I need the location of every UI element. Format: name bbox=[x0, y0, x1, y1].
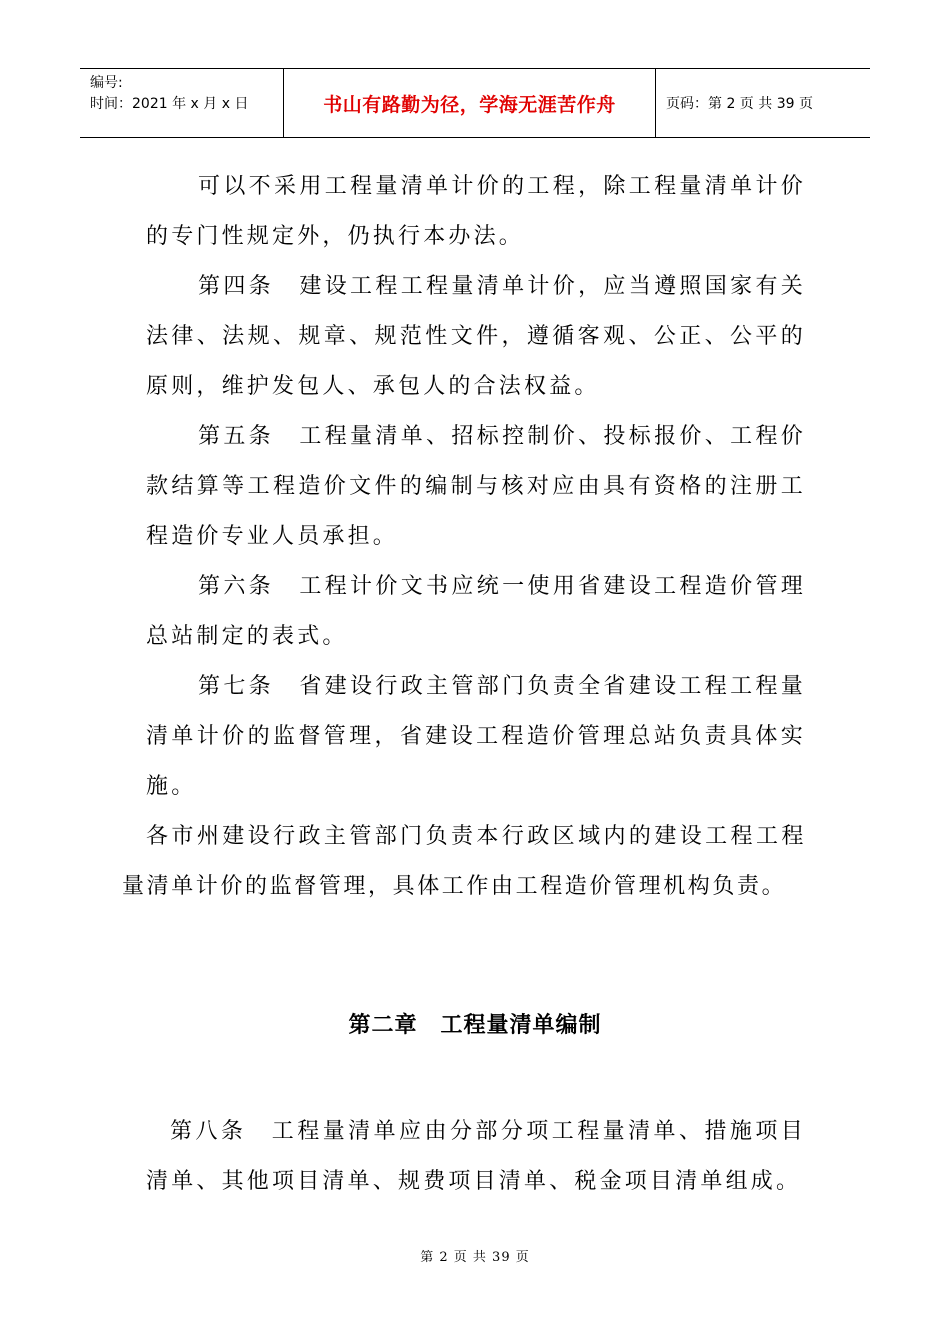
body-text bbox=[122, 162, 806, 912]
paragraph-article-5: 第五条 工程量清单、招标控制价、投标报价、工程价款结算等工程造价文件的编制与核对应由具有资格的注册工程造价专业人员承担。 bbox=[146, 424, 806, 549]
header-meta bbox=[80, 69, 283, 137]
paragraph-article-8: 第八条 工程量清单应由分部分项工程量清单、措施项目清单、其他项目清单、规费项目清单、税金项目清单组成。 bbox=[146, 1119, 806, 1194]
paragraph-article-4: 第四条 建设工程工程量清单计价，应当遵照国家有关法律、法规、规章、规范性文件，遵循客观、公正、公平的原则，维护发包人、承包人的合法权益。 bbox=[146, 274, 806, 399]
document-number-label: 编号: bbox=[90, 75, 123, 91]
page-header bbox=[80, 68, 870, 138]
paragraph-article-6: 第六条 工程计价文书应统一使用省建设工程造价管理总站制定的表式。 bbox=[146, 574, 806, 649]
paragraph-article-7-cont: 各市州建设行政主管部门负责本行政区域内的建设工程工程量清单计价的监督管理，具体工作由工程造价管理机构负责。 bbox=[122, 824, 806, 899]
body-text-2 bbox=[146, 1107, 806, 1207]
header-motto: 书山有路勤为径，学海无涯苦作舟 bbox=[283, 69, 656, 137]
chapter-heading: 第二章 工程量清单编制 bbox=[348, 1013, 602, 1038]
document-time-label: 时间：2021 年 x 月 x 日 bbox=[90, 96, 249, 112]
paragraph-article-7: 第七条 省建设行政主管部门负责全省建设工程工程量清单计价的监督管理，省建设工程造价管理总站负责具体实施。 bbox=[146, 674, 806, 799]
paragraph-continuation: 可以不采用工程量清单计价的工程，除工程量清单计价的专门性规定外，仍执行本办法。 bbox=[146, 174, 806, 249]
page-footer: 第 2 页 共 39 页 bbox=[420, 1250, 530, 1265]
header-page-info: 页码：第 2 页 共 39 页 bbox=[666, 96, 813, 112]
